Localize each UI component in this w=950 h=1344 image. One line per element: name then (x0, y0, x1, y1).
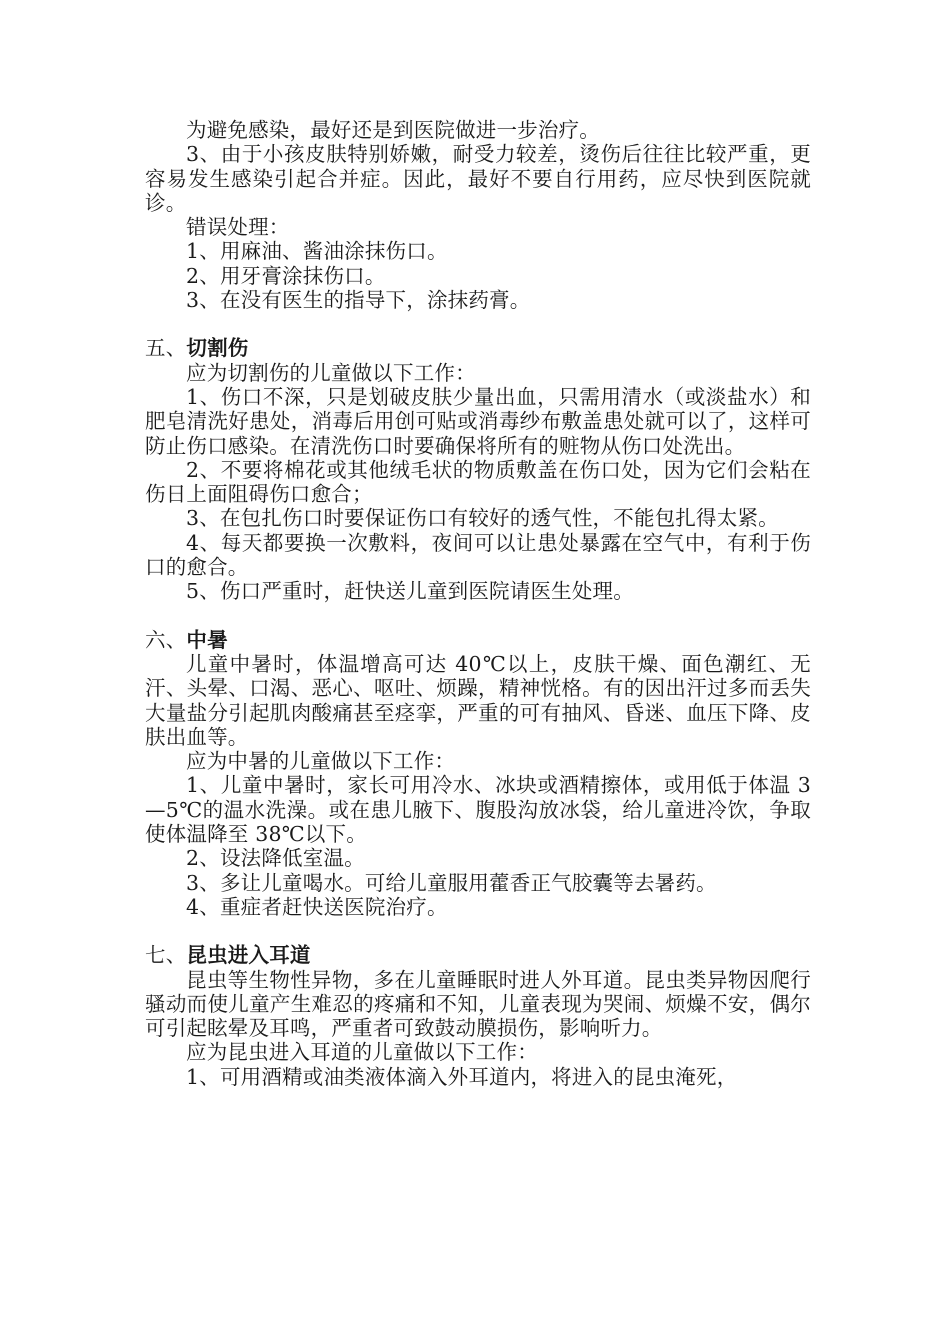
paragraph: 4、每天都要换一次敷料，夜间可以让患处暴露在空气中，有利于伤口的愈合。 (145, 530, 811, 580)
section-title: 中暑 (186, 627, 228, 652)
paragraph: 1、儿童中暑时，家长可用冷水、冰块或酒精擦体，或用低于体温 3—5℃的温水洗澡。或在患儿腋下、腹股沟放冰袋，给儿童进冷饮，争取使体温降至 38℃以下。 (145, 773, 811, 847)
paragraph: 5、伤口严重时，赶快送儿童到医院请医生处理。 (186, 579, 634, 604)
paragraph: 应为昆虫进入耳道的儿童做以下工作： (186, 1040, 538, 1065)
paragraph: 应为中暑的儿童做以下工作： (186, 749, 456, 774)
paragraph: 3、在包扎伤口时要保证伤口有较好的透气性，不能包扎得太紧。 (186, 506, 779, 531)
paragraph: 1、可用酒精或油类液体滴入外耳道内，将进入的昆虫淹死， (186, 1064, 738, 1089)
section-number: 五、 (145, 336, 187, 361)
paragraph: 应为切割伤的儿童做以下工作： (186, 360, 476, 385)
paragraph: 昆虫等生物性异物，多在儿童睡眠时进人外耳道。昆虫类异物因爬行骚动而使儿童产生难忍的疼痛和不知，儿童表现为哭闹、烦燥不安，偶尔可引起眩晕及耳鸣，严重者可致鼓动膜损伤，影响听力。 (145, 967, 811, 1041)
document-body (145, 118, 811, 1089)
section-number: 六、 (145, 627, 187, 652)
section-heading (145, 943, 811, 967)
paragraph: 错误处理： (186, 215, 290, 240)
section-title: 昆虫进入耳道 (186, 943, 311, 968)
section-spacer (145, 919, 811, 943)
section-title: 切割伤 (186, 336, 249, 361)
section-heading (145, 628, 811, 652)
paragraph: 1、用麻油、酱油涂抹伤口。 (186, 239, 448, 264)
section-number: 七、 (145, 943, 187, 968)
paragraph: 3、由于小孩皮肤特别娇嫩，耐受力较差，烫伤后往往比较严重，更容易发生感染引起合并症。因此，最好不要自行用药，应尽快到医院就诊。 (145, 142, 811, 215)
paragraph: 3、在没有医生的指导下，涂抹药膏。 (186, 288, 531, 313)
paragraph: 2、不要将棉花或其他绒毛状的物质敷盖在伤口处，因为它们会粘在伤日上面阻碍伤口愈合； (145, 457, 811, 507)
paragraph: 3、多让儿童喝水。可给儿童服用藿香正气胶囊等去暑药。 (186, 870, 717, 895)
paragraph: 4、重症者赶快送医院治疗。 (186, 894, 448, 919)
section-spacer (145, 604, 811, 628)
paragraph: 为避免感染，最好还是到医院做进一步治疗。 (186, 118, 600, 142)
paragraph: 儿童中暑时，体温增高可达 40℃以上，皮肤干燥、面色潮红、无汗、头晕、口渴、恶心、呕吐、烦躁，精神恍格。有的因出汗过多而丢失大量盐分引起肌肉酸痛甚至痉挛，严重的可有抽风、昏迷、血压下降、皮肤出血等。 (145, 651, 811, 749)
paragraph: 2、设法降低室温。 (186, 846, 365, 871)
section-heading (145, 336, 811, 360)
section-spacer (145, 312, 811, 336)
paragraph: 1、伤口不深，只是划破皮肤少量出血，只需用清水（或淡盐水）和肥皂清洗好患处，消毒后用创可贴或消毒纱布敷盖患处就可以了，这样可防止伤口感染。在清洗伤口时要确保将所有的赃物从伤口处洗出。 (145, 384, 811, 458)
paragraph: 2、用牙膏涂抹伤口。 (186, 263, 386, 288)
